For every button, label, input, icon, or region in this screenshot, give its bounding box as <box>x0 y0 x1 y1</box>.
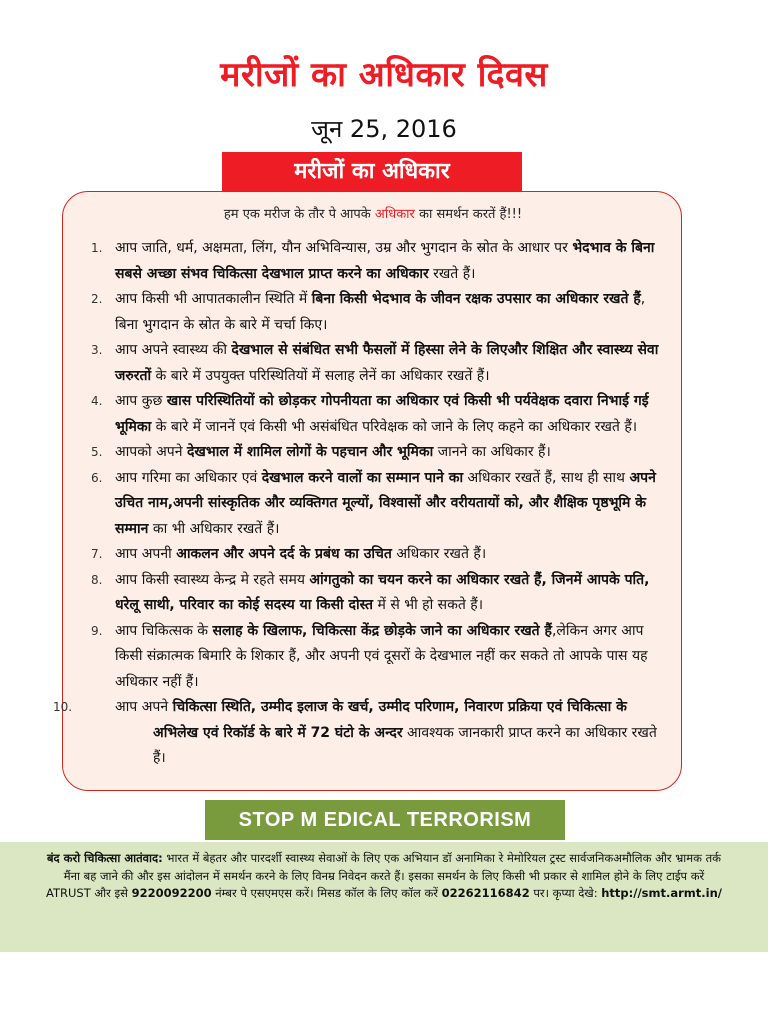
right-item <box>93 542 668 568</box>
right-text: में से भी हो सकते हैं। <box>373 597 484 613</box>
right-text: के बारे में जाननें एवं किसी भी असंबंधित परिवेक्षक को जाने के लिए कहने का अधिकार रखते हैं। <box>151 418 638 435</box>
right-text: का भी अधिकार रखतें हैं। <box>148 520 280 537</box>
right-text: आप अपने <box>115 699 173 715</box>
page-title: मरीजों का अधिकार दिवस <box>220 55 548 95</box>
right-text: ,लेकिन अगर आप किसी संक्रात्मक बिमारि के शिकार हैं, और अपनी एवं दूसरों के देखभाल नहीं कर सकते तो आपके पास यह अधिकार नहीं हैं। <box>115 622 648 690</box>
right-item <box>93 236 668 287</box>
right-text-bold: देखभाल करने वालों का सम्मान पाने का <box>261 469 464 486</box>
right-text: आप अपने स्वास्थ्य की <box>115 342 232 358</box>
intro-line <box>63 204 683 222</box>
right-number: 7. <box>91 547 103 561</box>
intro-highlight: अधिकार <box>374 207 415 222</box>
footer-text <box>40 850 728 903</box>
right-item <box>93 466 668 543</box>
right-item <box>93 338 668 389</box>
footer-text-bold: http://smt.armt.in/ <box>601 886 722 900</box>
rights-panel <box>53 191 682 791</box>
right-text-bold: भेदभाव के बिना सबसे अच्छा संभव चिकित्सा देखभाल प्राप्त करने का अधिकार <box>115 240 655 282</box>
right-text-bold: देखभाल से संबंधित सभी फैसलों में हिस्सा लेने के लिएऔर शिक्षित और स्वास्थ्य सेवा जरुरतों <box>115 342 659 384</box>
right-number: 8. <box>91 572 103 587</box>
right-text: आप कुछ <box>115 393 167 409</box>
footer-text-part: नंम्बर पे एसएमएस करें। मिसड कॉल के लिए कॉल करें <box>211 886 442 900</box>
event-date: जून 25, 2016 <box>311 115 457 143</box>
right-number: 2. <box>91 292 103 306</box>
right-text-bold: अपने उचित नाम,अपनी सांस्कृतिक और व्यक्तिगत मूल्यों, विश्वासों और वरीयतायों को, और शैक्षिक पृष्ठभूमि के सम्मान <box>115 469 656 537</box>
right-text: , बिना भुगदान के स्रोत के बारे में चर्चा किए। <box>115 291 646 333</box>
right-number: 3. <box>91 343 103 357</box>
right-text: रखते हैं। <box>428 265 476 282</box>
right-text: आप चिकित्सक के <box>115 622 213 639</box>
right-item: 10. आप अपने चिकित्सा स्थिति, उम्मीद इलाज के खर्च, उम्मीद परिणाम, निवारण प्रक्रिया एवं चिकित्सा के अभिलेख एवं रिकॉर्ड के बारे में 72 घंटो के अन्दर आवश्यक जानकारी प्राप्त करने का अधिकार रखते हैं। <box>53 699 657 766</box>
right-text: आप किसी भी आपातकालीन स्थिति में <box>115 291 312 307</box>
footer-text-bold: 9220092200 <box>131 886 212 900</box>
right-text-bold: खास परिस्थितियों को छोड़कर गोपनीयता का अधिकार एवं किसी भी पर्यवेक्षक दवारा निभाई गई भूमिका <box>115 393 649 435</box>
footer-text-part: ATRUST <box>46 886 91 900</box>
footer-text-part: पर। कृप्या देखे: <box>529 886 602 900</box>
right-number: 1. <box>91 241 103 255</box>
right-text-bold: सलाह के खिलाफ, चिकित्सा केंद्र छोड़के जाने का अधिकार रखते हैं <box>212 622 552 639</box>
right-text: आप किसी स्वास्थ्य केन्द्र मे रहते समय <box>115 571 310 588</box>
right-text-bold: बिना किसी भेदभाव के जीवन रक्षक उपसार का अधिकार रखते हैं <box>311 291 641 307</box>
right-item <box>93 287 668 338</box>
right-text-bold: चिकित्सा स्थिति, उम्मीद इलाज के खर्च, उम्मीद परिणाम, निवारण प्रक्रिया एवं चिकित्सा के अभिलेख एवं रिकॉर्ड के बारे में 72 घंटो के अन्दर <box>153 699 627 741</box>
right-text: अधिकार रखतें हैं, साथ ही साथ <box>463 469 630 486</box>
stop-terrorism-banner: STOP M EDICAL TERRORISM <box>205 800 565 840</box>
right-text-bold: आकलन और अपने दर्द के प्रबंध का उचित <box>176 546 392 562</box>
right-number: 9. <box>91 623 103 638</box>
rights-list <box>53 236 668 772</box>
right-item <box>93 440 668 466</box>
footer-text-bold: बंद करो चिकित्सा आतंवाद: <box>46 851 163 865</box>
right-text: आप अपनी <box>115 546 177 562</box>
right-text-bold: देखभाल में शामिल लोगों के पहचान और भूमिका <box>186 444 434 460</box>
right-text: आवश्यक जानकारी प्राप्त करने का अधिकार रखते हैं। <box>153 724 657 766</box>
footer-text-part: भारत में बेहतर और पारदर्शी स्वास्थ्य सेवाओं के लिए एक अभियान डॉ अनामिका रे मेमोरियल ट्रस्ट सार्वजनिकअमौलिक और भ्रामक तर्क मैंना बह जाने की और इस आंदोलन में समर्थन करने के लिए विनम्र निवेदन करते हैं। इसका समर्थन के लिए किसी भी प्रकार से शामिल होने के लिए टाईप करें <box>63 851 722 883</box>
right-number: 5. <box>91 445 103 459</box>
right-item <box>93 568 668 619</box>
footer-text-part: और इसे <box>90 886 132 900</box>
right-number: 4. <box>91 394 103 408</box>
right-item <box>93 389 668 440</box>
right-text: आप गरिमा का अधिकार एवं <box>115 469 262 486</box>
right-item <box>93 619 668 696</box>
right-text: के बारे में उपयुक्त परिस्थितियों में सलाह लेनें का अधिकार रखतें हैं। <box>151 367 490 384</box>
intro-text-after: का समर्थन करतें हैं!!! <box>414 207 523 222</box>
right-text: जानने का अधिकार हैं। <box>433 444 551 460</box>
right-text-bold: आंगतुको का चयन करने का अधिकार रखते हैं, जिनमें आपके पति, धरेलू साथी, परिवार का कोई सदस्य या किसी दोस्त <box>115 571 650 613</box>
right-number: 6. <box>91 470 103 485</box>
section-banner: मरीजों का अधिकार <box>222 152 522 192</box>
footer-panel <box>0 842 768 952</box>
footer-text-bold: 02262116842 <box>441 886 530 900</box>
right-text: आपको अपने <box>115 444 187 460</box>
right-text: अधिकार रखते हैं। <box>391 546 487 562</box>
right-text: आप जाति, धर्म, अक्षमता, लिंग, यौन अभिविन्यास, उम्र और भुगदान के स्रोत के आधार पर <box>115 240 573 256</box>
intro-text-before: हम एक मरीज के तौर पे आपके <box>223 207 375 222</box>
